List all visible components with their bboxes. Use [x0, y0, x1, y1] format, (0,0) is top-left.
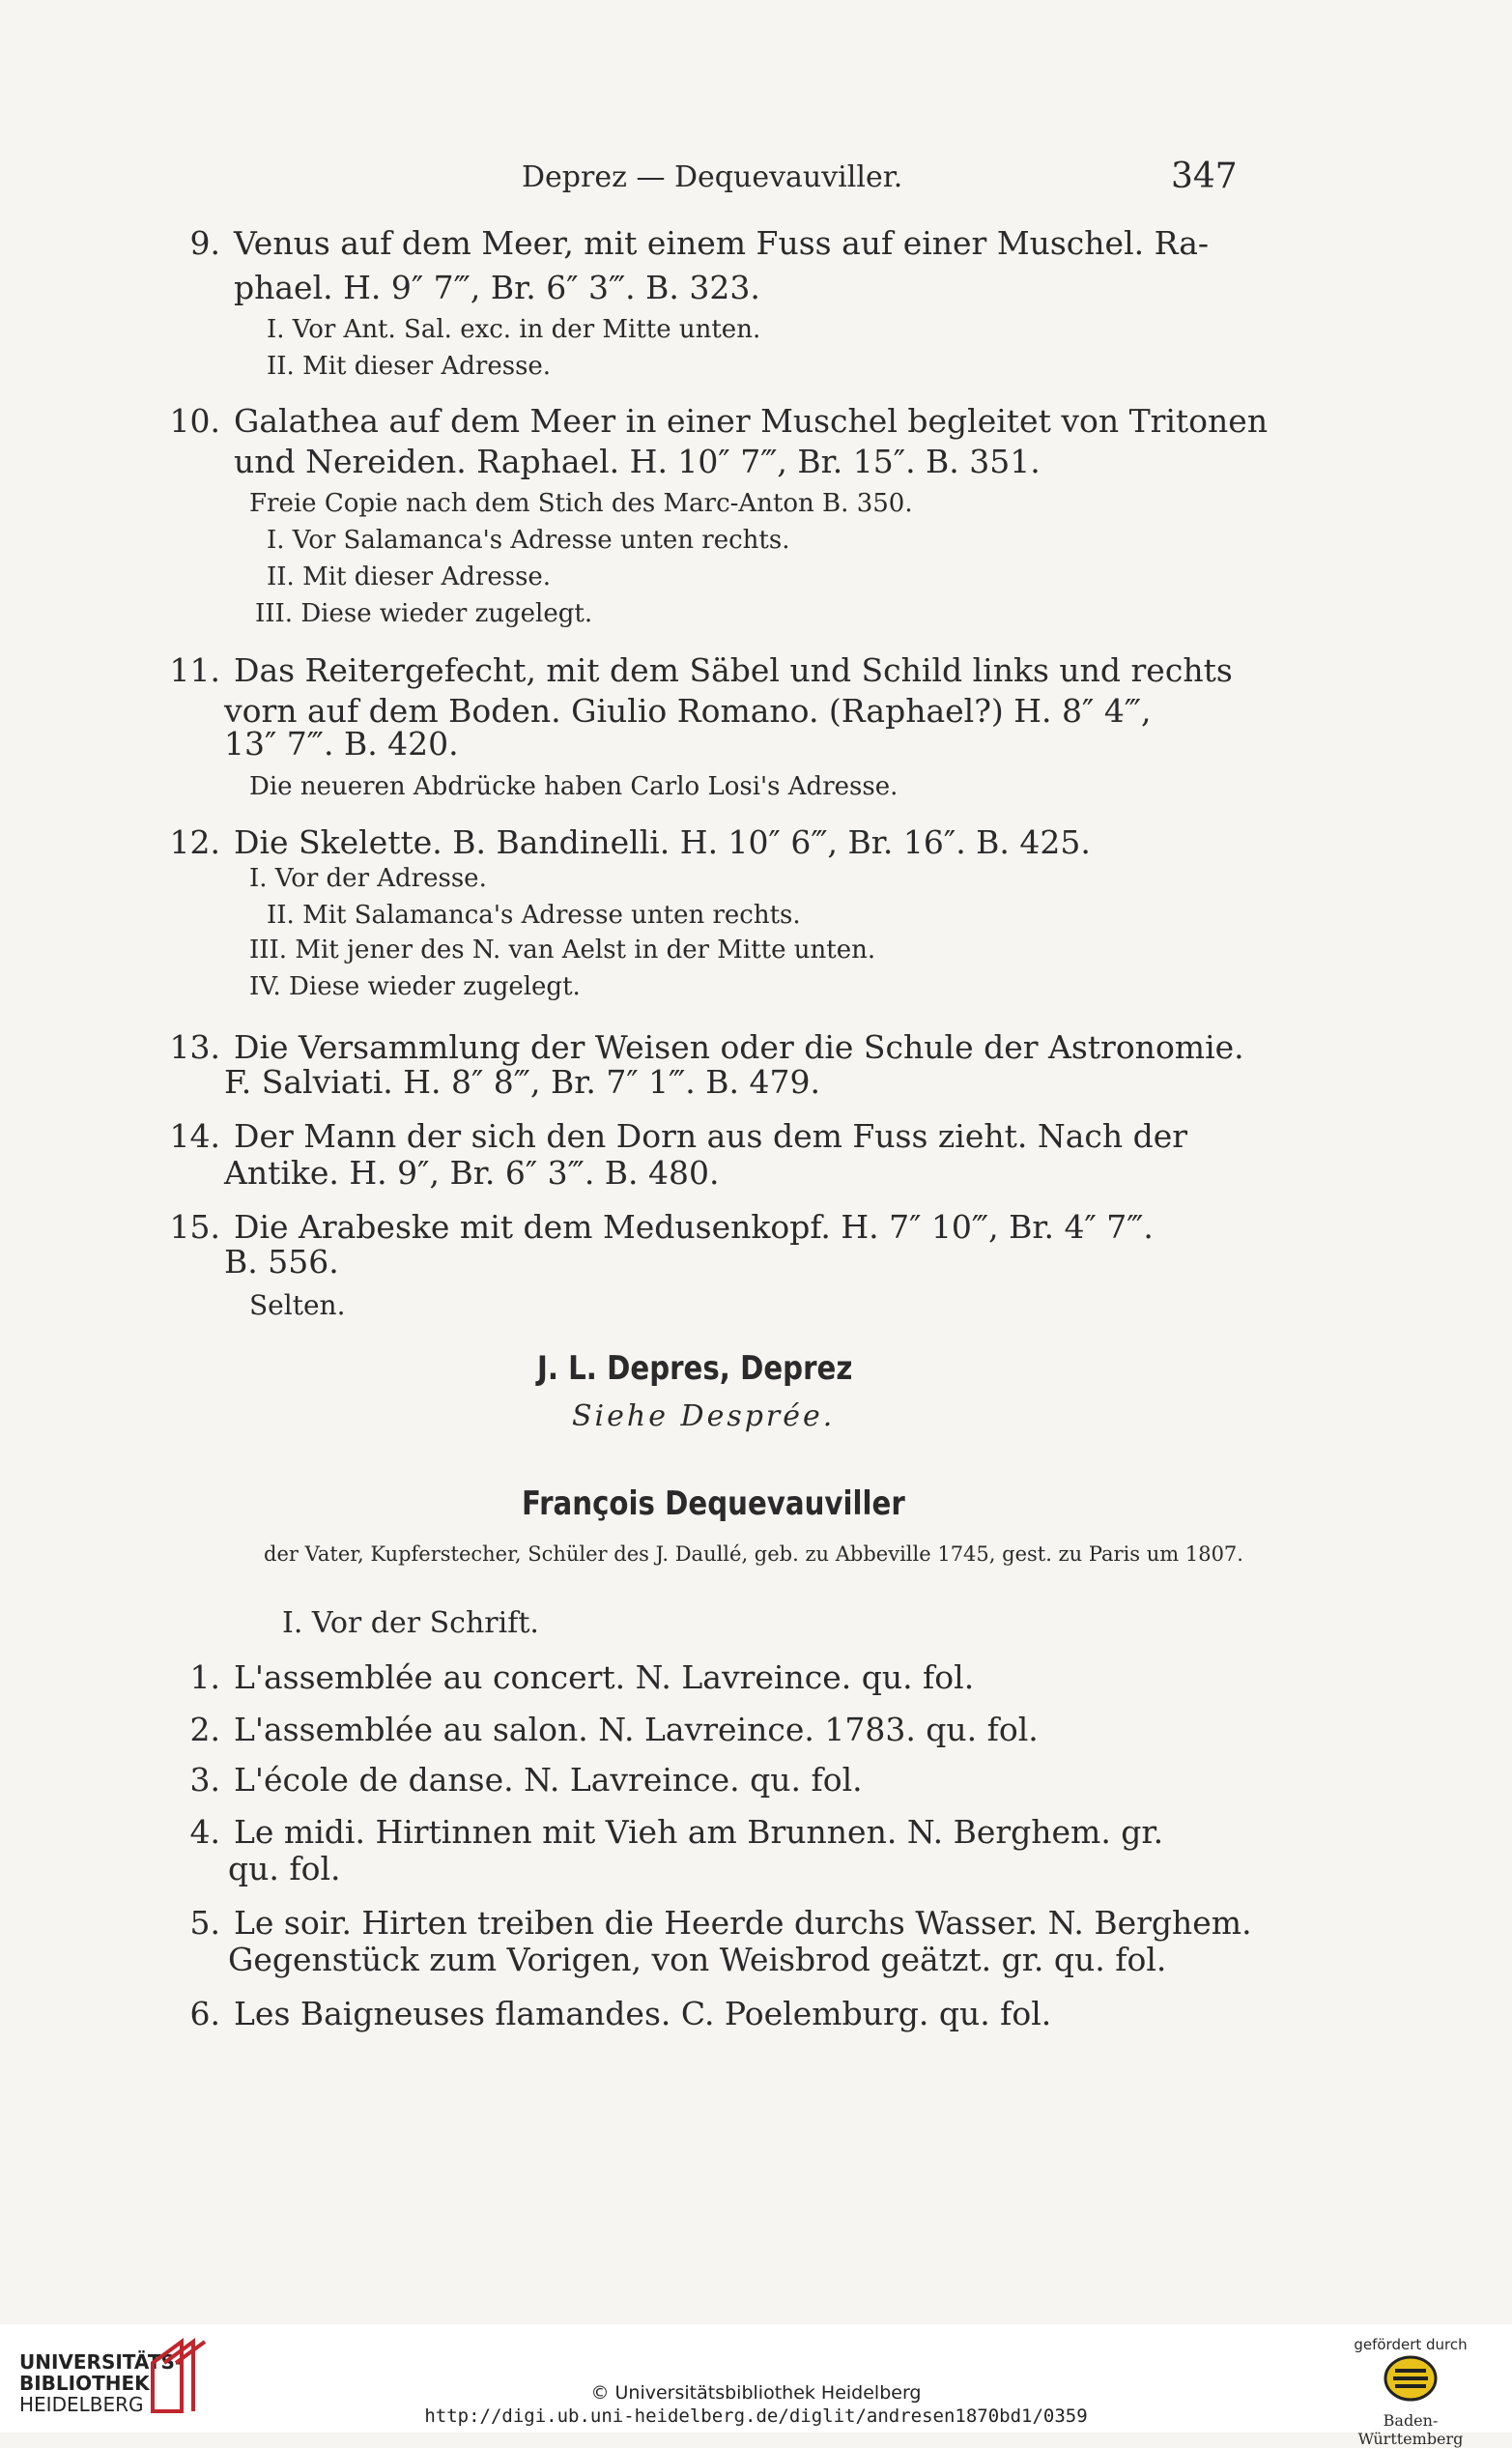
entry-10-state-1: I. Vor Salamanca's Adresse unten rechts.	[267, 526, 790, 555]
entry-number: 2.	[189, 1711, 220, 1748]
entry-10-note: Freie Copie nach dem Stich des Marc-Anton B. 350.	[249, 489, 913, 518]
work-2: 2. L'assemblée au salon. N. Lavreince. 1783. qu. fol.	[164, 1711, 1039, 1749]
library-logo-text: UNIVERSITÄTS- BIBLIOTHEK HEIDELBERG	[19, 2350, 184, 2416]
work-4-line-2: qu. fol.	[228, 1850, 341, 1887]
entry-number: 1.	[189, 1658, 220, 1696]
sponsor-label: gefördert durch	[1354, 2336, 1468, 2353]
page-header	[0, 157, 1512, 203]
entry-12-line-1: 12. Die Skelette. B. Bandinelli. H. 10″ 6‴, Br. 16″. B. 425.	[164, 823, 1091, 862]
entry-15-note: Selten.	[249, 1289, 346, 1321]
entry-9-state-2: II. Mit dieser Adresse.	[267, 352, 552, 381]
work-5-line-1: 5. Le soir. Hirten treiben die Heerde durchs Wasser. N. Berghem.	[164, 1904, 1252, 1943]
entry-10-state-2: II. Mit dieser Adresse.	[267, 562, 552, 591]
artist-description: der Vater, Kupferstecher, Schüler des J. Daullé, geb. zu Abbeville 1745, gest. zu Paris um 1807.	[264, 1542, 1243, 1566]
entry-14-line-2: Antike. H. 9″, Br. 6″ 3‴. B. 480.	[224, 1154, 720, 1192]
entry-12-state-4: IV. Diese wieder zugelegt.	[249, 972, 581, 1001]
entry-13-line-2: F. Salviati. H. 8″ 8‴, Br. 7″ 1‴. B. 479.	[224, 1063, 820, 1101]
work-4-line-1: 4. Le midi. Hirtinnen mit Vieh am Brunnen. N. Berghem. gr.	[164, 1813, 1163, 1852]
entry-9-state-1: I. Vor Ant. Sal. exc. in der Mitte unten.	[267, 315, 761, 344]
copyright-notice: © Universitätsbibliothek Heidelberg	[590, 2382, 922, 2404]
entry-15-line-1: 15. Die Arabeske mit dem Medusenkopf. H. 7″ 10‴, Br. 4″ 7‴.	[164, 1208, 1154, 1247]
footer-bar	[0, 2324, 1512, 2448]
entry-12-state-1: I. Vor der Adresse.	[249, 864, 487, 893]
work-1: 1. L'assemblée au concert. N. Lavreince. qu. fol.	[164, 1658, 974, 1697]
entry-11-line-2: vorn auf dem Boden. Giulio Romano. (Raphael?) H. 8″ 4‴,	[224, 692, 1152, 730]
entry-number: 13.	[169, 1028, 220, 1066]
running-title: Deprez — Dequevauviller.	[522, 160, 903, 194]
entry-number: 15.	[169, 1208, 220, 1246]
entry-13-line-1: 13. Die Versammlung der Weisen oder die Schule der Astronomie.	[164, 1028, 1244, 1067]
entry-number: 14.	[169, 1117, 220, 1155]
entry-number: 11.	[169, 651, 220, 689]
work-5-line-2: Gegenstück zum Vorigen, von Weisbrod geätzt. gr. qu. fol.	[228, 1941, 1167, 1978]
sponsor-name: Baden-Württemberg	[1357, 2411, 1464, 2448]
entry-11-line-3: 13″ 7‴. B. 420.	[224, 725, 459, 763]
entry-10-line-2: und Nereiden. Raphael. H. 10″ 7‴, Br. 15″. B. 351.	[234, 443, 1041, 480]
entry-number: 9.	[189, 224, 220, 262]
cross-reference: Siehe Desprée.	[572, 1399, 836, 1433]
entry-12-state-2: II. Mit Salamanca's Adresse unten rechts.	[267, 901, 801, 930]
entry-11-note: Die neueren Abdrücke haben Carlo Losi's Adresse.	[249, 772, 899, 801]
entry-number: 5.	[189, 1904, 220, 1942]
entry-9-line-2: phael. H. 9″ 7‴, Br. 6″ 3‴. B. 323.	[234, 269, 760, 306]
artist-heading-dequevauviller: François Dequevauviller	[522, 1484, 905, 1523]
entry-10-line-1: 10. Galathea auf dem Meer in einer Muschel begleitet von Tritonen	[164, 402, 1268, 441]
sponsor-block	[1338, 2336, 1483, 2448]
work-3: 3. L'école de danse. N. Lavreince. qu. fol.	[164, 1761, 863, 1800]
entry-14-line-1: 14. Der Mann der sich den Dorn aus dem Fuss zieht. Nach der	[164, 1117, 1187, 1156]
permalink[interactable]: http://digi.ub.uni-heidelberg.de/diglit/andresen1870bd1/0359	[424, 2405, 1088, 2427]
entry-number: 6.	[189, 1995, 220, 2032]
entry-number: 10.	[169, 402, 220, 440]
work-6: 6. Les Baigneuses flamandes. C. Poelemburg. qu. fol.	[164, 1995, 1051, 2033]
entry-11-line-1: 11. Das Reitergefecht, mit dem Säbel und Schild links und rechts	[164, 651, 1233, 690]
entry-number: 4.	[189, 1813, 220, 1851]
entry-9-line-1: 9. Venus auf dem Meer, mit einem Fuss auf einer Muschel. Ra-	[164, 224, 1209, 263]
artist-heading-depres: J. L. Depres, Deprez	[537, 1349, 853, 1388]
entry-10-state-3: III. Diese wieder zugelegt.	[255, 599, 593, 628]
entry-12-state-3: III. Mit jener des N. van Aelst in der Mitte unten.	[249, 936, 876, 965]
page-number: 347	[1171, 157, 1238, 196]
entry-number: 3.	[189, 1761, 220, 1799]
entry-15-line-2: B. 556.	[224, 1243, 339, 1281]
state-label: I. Vor der Schrift.	[282, 1606, 539, 1640]
coat-of-arms-icon	[1382, 2353, 1440, 2404]
entry-number: 12.	[169, 823, 220, 861]
